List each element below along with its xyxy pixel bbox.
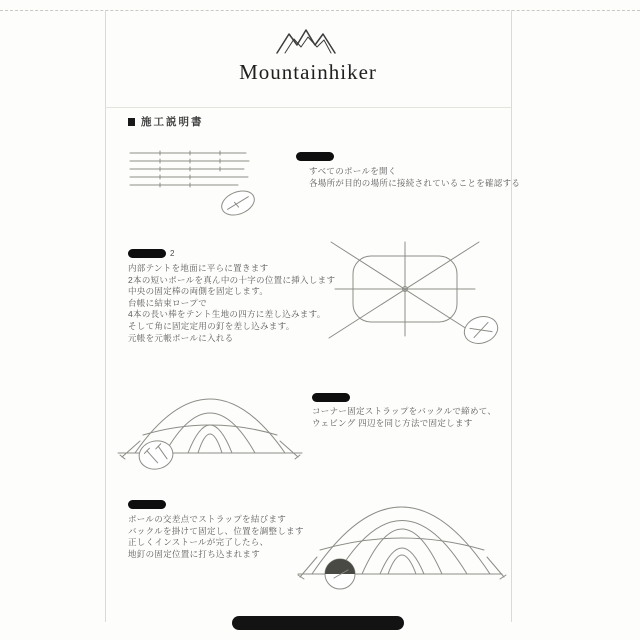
- instruction-line: ウェビング 四辺を同じ方法で固定します: [312, 417, 473, 428]
- instruction-line: 元帳を元帳ポールに入れる: [128, 332, 234, 343]
- step2-frame-diagram: [315, 240, 507, 348]
- step4-text: [128, 514, 304, 560]
- step1-text: [309, 166, 520, 189]
- corner-joint-detail-icon: [461, 312, 501, 347]
- instruction-line: そして角に固定定用の釘を差し込みます。: [128, 320, 295, 331]
- step3-tent-diagram: [110, 385, 310, 475]
- brand-name: Mountainhiker: [239, 60, 377, 84]
- instruction-line: 地釘の固定位置に打ち込まれます: [128, 548, 261, 559]
- instruction-line: コーナー固定ストラップをバックルで締めて、: [312, 406, 497, 416]
- instruction-line: すべてのポールを開く: [309, 166, 397, 176]
- header: [105, 26, 511, 85]
- pole-joint-detail-icon: [218, 186, 258, 219]
- instruction-line: 各場所が目的の場所に接続されていることを確認する: [309, 177, 521, 188]
- instruction-line: 中央の固定棒の両側を固定します。: [128, 286, 269, 297]
- section-title: [128, 114, 204, 129]
- instruction-line: バックルを掛けて固定し、位置を調整します: [128, 525, 304, 536]
- step2-badge-row: [128, 249, 174, 258]
- left-guide-line: [105, 10, 106, 622]
- instruction-line: ポールの交差点でストラップを結びます: [128, 514, 287, 524]
- instruction-line: 台帳に結束ロープで: [128, 297, 208, 308]
- bullet-square-icon: [128, 118, 135, 126]
- step1-poles-diagram: [126, 147, 278, 221]
- step4-tent-diagram: [292, 482, 510, 594]
- instruction-line: 正しくインストールが完了したら、: [128, 537, 269, 548]
- section-title-text: 施工説明書: [141, 116, 204, 128]
- mountain-peaks-icon: [273, 26, 343, 56]
- step1-badge: [296, 152, 334, 161]
- top-cut-line: [0, 10, 640, 11]
- footer-bar: [232, 616, 404, 630]
- instruction-line: 内部テントを地面に平らに置きます: [128, 263, 269, 273]
- instruction-line: 4本の長い棒をテント生地の四方に差し込みます。: [128, 309, 326, 320]
- step3-badge: [312, 393, 350, 402]
- step2-number: 2: [170, 249, 175, 258]
- ground-stake-detail-icon: [325, 559, 355, 589]
- step2-badge: [128, 249, 166, 258]
- instruction-line: 2本の短いポールを真ん中の十字の位置に挿入します: [128, 274, 336, 285]
- right-guide-line: [511, 10, 512, 622]
- header-divider: [105, 107, 511, 108]
- step2-text: [128, 263, 335, 344]
- step3-text: [312, 406, 496, 429]
- step4-badge: [128, 500, 166, 509]
